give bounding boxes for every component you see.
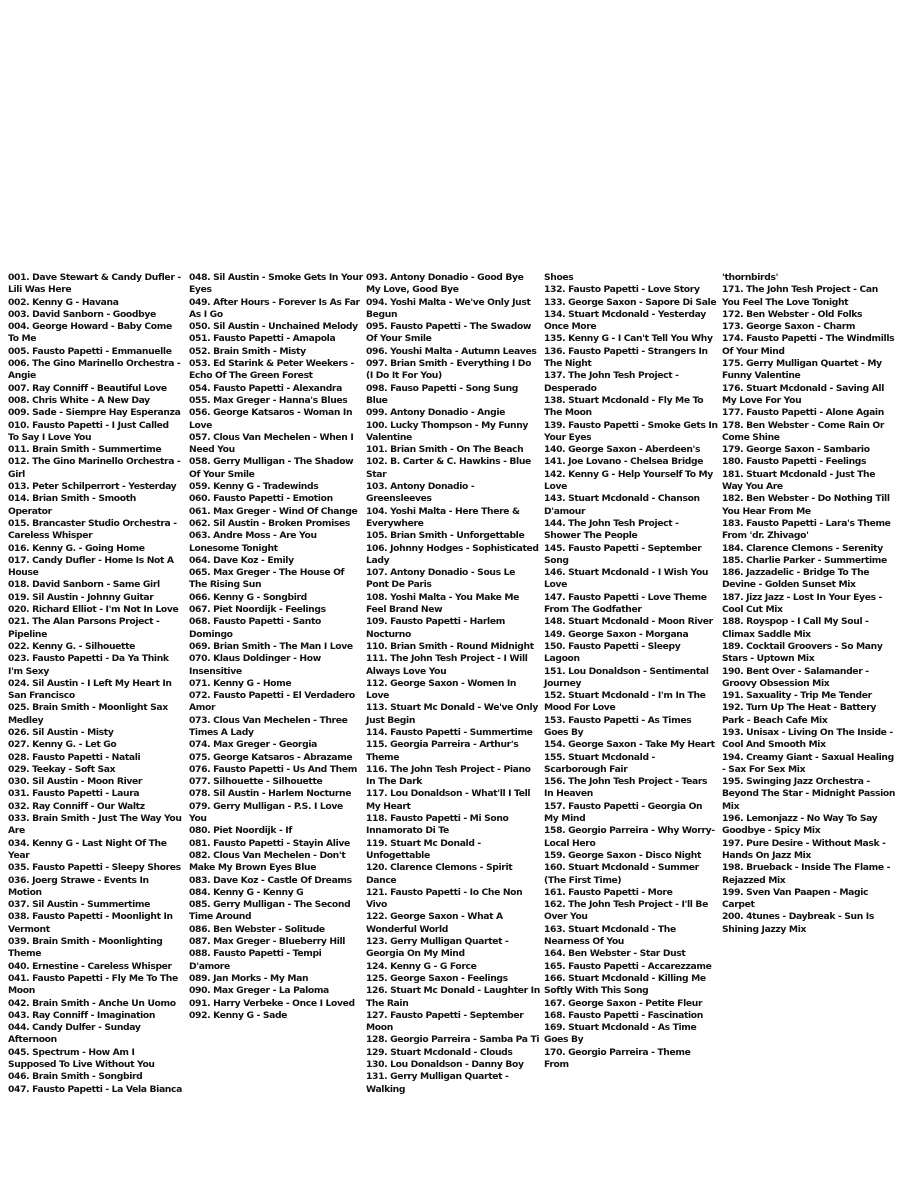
track-entry: 037. Sil Austin - Summertime bbox=[8, 899, 151, 911]
track-entry: 022. Kenny G. - Silhouette bbox=[8, 640, 136, 652]
track-entry: 104. Yoshi Malta - Here There & Everywhere bbox=[366, 505, 520, 529]
track-entry: 100. Lucky Thompson - My Funny Valentine bbox=[366, 419, 529, 443]
track-entry: 190. Bent Over - Salamander - Groovy Obsession Mix bbox=[722, 665, 869, 689]
track-entry: 171. The John Tesh Project - Can You Feel The Love Tonight bbox=[722, 284, 878, 308]
track-entry: 015. Brancaster Studio Orchestra - Careless Whisper bbox=[8, 517, 177, 542]
track-entry: 162. The John Tesh Project - I'll Be Over You bbox=[544, 899, 708, 923]
track-entry: 004. George Howard - Baby Come To Me bbox=[8, 321, 172, 345]
track-entry: 133. George Saxon - Sapore Di Sale bbox=[544, 296, 717, 308]
track-entry: 170. Georgio Parreira - Theme From bbox=[544, 1046, 691, 1070]
track-entry: 103. Antony Donadio - Greensleeves bbox=[366, 481, 475, 505]
track-entry: 130. Lou Donaldson - Danny Boy bbox=[366, 1059, 524, 1070]
track-entry: 073. Clous Van Mechelen - Three Times A Lady bbox=[189, 714, 348, 738]
track-entry: 069. Brian Smith - The Man I Love bbox=[189, 640, 353, 652]
track-entry: 150. Fausto Papetti - Sleepy Lagoon bbox=[544, 640, 681, 665]
track-entry: 115. Georgia Parreira - Arthur's Theme bbox=[366, 739, 519, 763]
track-entry: 096. Youshi Malta - Autumn Leaves bbox=[366, 345, 537, 357]
track-entry: 176. Stuart Mcdonald - Saving All My Love For You bbox=[722, 382, 885, 406]
track-column-4 bbox=[544, 272, 718, 1071]
track-entry: 127. Fausto Papetti - September Moon bbox=[366, 1009, 524, 1034]
track-entry: 091. Harry Verbeke - Once I Loved bbox=[189, 997, 355, 1009]
track-entry: 093. Antony Donadio - Good Bye My Love, Good Bye bbox=[366, 272, 524, 296]
track-entry: 197. Pure Desire - Without Mask - Hands On Jazz Mix bbox=[722, 837, 886, 861]
track-entry: 042. Brain Smith - Anche Un Uomo bbox=[8, 997, 176, 1009]
track-entry: 167. George Saxon - Petite Fleur bbox=[544, 997, 703, 1009]
track-entry: 163. Stuart Mcdonald - The Nearness Of You bbox=[544, 923, 676, 948]
track-entry: 110. Brian Smith - Round Midnight bbox=[366, 640, 534, 652]
track-entry: 160. Stuart Mcdonald - Summer (The First Time) bbox=[544, 862, 699, 886]
track-entry: 164. Ben Webster - Star Dust bbox=[544, 948, 686, 960]
track-entry: 076. Fausto Papetti - Us And Them bbox=[189, 763, 357, 775]
track-entry: 092. Kenny G - Sade bbox=[189, 1009, 288, 1021]
track-entry: 030. Sil Austin - Moon River bbox=[8, 776, 143, 788]
track-entry: 048. Sil Austin - Smoke Gets In Your Eyes bbox=[189, 272, 363, 296]
track-entry: 108. Yoshi Malta - You Make Me Feel Brand New bbox=[366, 591, 520, 616]
track-entry: Shoes bbox=[544, 272, 574, 283]
track-entry: 058. Gerry Mulligan - The Shadow Of Your Smile bbox=[189, 456, 354, 480]
track-entry: 012. The Gino Marinello Orchestra - Girl bbox=[8, 456, 181, 480]
tracklist bbox=[8, 272, 896, 1095]
track-entry: 186. Jazzadelic - Bridge To The Devine - Golden Sunset Mix bbox=[722, 567, 870, 591]
track-entry: 038. Fausto Papetti - Moonlight In Vermont bbox=[8, 911, 173, 935]
track-entry: 053. Ed Starink & Peter Weekers - Echo Of The Green Forest bbox=[189, 358, 355, 382]
track-entry: 139. Fausto Papetti - Smoke Gets In Your Eyes bbox=[544, 419, 718, 443]
track-entry: 035. Fausto Papetti - Sleepy Shores bbox=[8, 862, 181, 874]
track-entry: 144. The John Tesh Project - Shower The People bbox=[544, 517, 679, 542]
track-entry: 196. Lemonjazz - No Way To Say Goodbye - Spicy Mix bbox=[722, 813, 878, 837]
track-entry: 052. Brain Smith - Misty bbox=[189, 345, 306, 357]
track-entry: 152. Stuart Mcdonald - I'm In The Mood For Love bbox=[544, 690, 706, 714]
track-entry: 146. Stuart Mcdonald - I Wish You Love bbox=[544, 567, 709, 591]
track-entry: 003. David Sanborn - Goodbye bbox=[8, 308, 156, 320]
track-entry: 082. Clous Van Mechelen - Don't Make My Brown Eyes Blue bbox=[189, 849, 346, 874]
track-entry: 147. Fausto Papetti - Love Theme From The Godfather bbox=[544, 591, 707, 616]
track-entry: 050. Sil Austin - Unchained Melody bbox=[189, 321, 358, 333]
track-entry: 077. Silhouette - Silhouette bbox=[189, 776, 323, 788]
track-entry: 010. Fausto Papetti - I Just Called To Say I Love You bbox=[8, 419, 169, 443]
track-entry: 172. Ben Webster - Old Folks bbox=[722, 308, 863, 320]
track-entry: 177. Fausto Papetti - Alone Again bbox=[722, 407, 884, 419]
track-entry: 041. Fausto Papetti - Fly Me To The Moon bbox=[8, 972, 178, 997]
track-entry: 194. Creamy Giant - Saxual Healing - Sax For Sex Mix bbox=[722, 751, 894, 775]
track-entry: 085. Gerry Mulligan - The Second Time Around bbox=[189, 899, 351, 923]
track-entry: 181. Stuart Mcdonald - Just The Way You Are bbox=[722, 468, 876, 493]
track-entry: 002. Kenny G - Havana bbox=[8, 296, 119, 308]
track-entry: 008. Chris White - A New Day bbox=[8, 394, 150, 406]
track-entry: 054. Fausto Papetti - Alexandra bbox=[189, 382, 342, 394]
track-entry: 132. Fausto Papetti - Love Story bbox=[544, 284, 700, 296]
track-entry: 187. Jizz Jazz - Lost In Your Eyes - Cool Cut Mix bbox=[722, 591, 883, 616]
track-entry: 134. Stuart Mcdonald - Yesterday Once More bbox=[544, 308, 706, 333]
track-entry: 112. George Saxon - Women In Love bbox=[366, 677, 517, 702]
track-entry: 148. Stuart Mcdonald - Moon River bbox=[544, 616, 713, 628]
track-entry: 020. Richard Elliot - I'm Not In Love bbox=[8, 604, 179, 616]
track-entry: 155. Stuart Mcdonald - Scarborough Fair bbox=[544, 751, 655, 775]
track-entry: 066. Kenny G - Songbird bbox=[189, 591, 307, 603]
track-entry: 046. Brain Smith - Songbird bbox=[8, 1071, 143, 1083]
track-entry: 095. Fausto Papetti - The Swadow Of Your Smile bbox=[366, 321, 532, 345]
track-entry: 180. Fausto Papetti - Feelings bbox=[722, 456, 867, 468]
track-entry: 007. Ray Conniff - Beautiful Love bbox=[8, 382, 167, 394]
track-entry: 061. Max Greger - Wind Of Change bbox=[189, 505, 358, 517]
track-entry: 090. Max Greger - La Paloma bbox=[189, 985, 329, 997]
track-entry: 068. Fausto Papetti - Santo Domingo bbox=[189, 616, 321, 640]
track-entry: 200. 4tunes - Daybreak - Sun Is Shining Jazzy Mix bbox=[722, 911, 874, 935]
track-entry: 017. Candy Dufler - Home Is Not A House bbox=[8, 554, 174, 579]
track-entry: 051. Fausto Papetti - Amapola bbox=[189, 333, 336, 345]
track-entry: 064. Dave Koz - Emily bbox=[189, 554, 294, 566]
track-entry: 116. The John Tesh Project - Piano In The Dark bbox=[366, 763, 531, 788]
track-entry: 114. Fausto Papetti - Summertime bbox=[366, 726, 533, 738]
track-entry: 099. Antony Donadio - Angie bbox=[366, 407, 506, 419]
track-entry: 142. Kenny G - Help Yourself To My Love bbox=[544, 468, 713, 493]
track-column-3 bbox=[366, 272, 540, 1096]
track-entry: 113. Stuart Mc Donald - We've Only Just Begin bbox=[366, 702, 538, 726]
track-entry: 086. Ben Webster - Solitude bbox=[189, 923, 325, 935]
track-entry: 036. Joerg Strawe - Events In Motion bbox=[8, 874, 149, 898]
track-entry: 119. Stuart Mc Donald - Unfogettable bbox=[366, 837, 481, 861]
track-entry: 026. Sil Austin - Misty bbox=[8, 726, 114, 738]
track-entry: 083. Dave Koz - Castle Of Dreams bbox=[189, 874, 352, 886]
track-entry: 062. Sil Austin - Broken Promises bbox=[189, 517, 350, 529]
track-entry: 137. The John Tesh Project - Desperado bbox=[544, 370, 679, 394]
track-entry: 135. Kenny G - I Can't Tell You Why bbox=[544, 333, 713, 345]
track-entry: 019. Sil Austin - Johnny Guitar bbox=[8, 591, 154, 603]
track-entry: 024. Sil Austin - I Left My Heart In San Francisco bbox=[8, 677, 172, 702]
track-entry: 063. Andre Moss - Are You Lonesome Tonight bbox=[189, 530, 317, 554]
track-entry: 149. George Saxon - Morgana bbox=[544, 628, 689, 640]
track-entry: 161. Fausto Papetti - More bbox=[544, 886, 673, 898]
track-entry: 159. George Saxon - Disco Night bbox=[544, 849, 701, 861]
track-entry: 059. Kenny G - Tradewinds bbox=[189, 481, 319, 493]
track-entry: 156. The John Tesh Project - Tears In Heaven bbox=[544, 776, 708, 800]
track-entry: 032. Ray Conniff - Our Waltz bbox=[8, 800, 145, 812]
track-entry: 021. The Alan Parsons Project - Pipeline bbox=[8, 616, 160, 640]
track-entry: 107. Antony Donadio - Sous Le Pont De Paris bbox=[366, 567, 515, 591]
track-entry: 089. Jan Morks - My Man bbox=[189, 972, 309, 984]
track-entry: 088. Fausto Papetti - Tempi D'amore bbox=[189, 948, 322, 972]
track-entry: 189. Cocktail Groovers - So Many Stars - Uptown Mix bbox=[722, 640, 883, 665]
track-entry: 101. Brian Smith - On The Beach bbox=[366, 444, 524, 456]
track-entry: 018. David Sanborn - Same Girl bbox=[8, 579, 160, 591]
track-entry: 014. Brian Smith - Smooth Operator bbox=[8, 493, 136, 517]
track-entry: 158. Georgio Parreira - Why Worry-Local Hero bbox=[544, 825, 715, 849]
track-column-5 bbox=[722, 272, 896, 936]
track-entry: 111. The John Tesh Project - I Will Always Love You bbox=[366, 653, 528, 677]
track-entry: 198. Brueback - Inside The Flame - Rejazzed Mix bbox=[722, 862, 891, 886]
track-entry: 168. Fausto Papetti - Fascination bbox=[544, 1009, 703, 1021]
track-entry: 128. Georgio Parreira - Samba Pa Ti bbox=[366, 1034, 540, 1046]
track-entry: 'thornbirds' bbox=[722, 272, 779, 283]
track-entry: 153. Fausto Papetti - As Times Goes By bbox=[544, 714, 692, 738]
track-entry: 126. Stuart Mc Donald - Laughter In The Rain bbox=[366, 985, 540, 1009]
track-entry: 136. Fausto Papetti - Strangers In The Night bbox=[544, 345, 708, 370]
track-entry: 157. Fausto Papetti - Georgia On My Mind bbox=[544, 800, 703, 825]
track-entry: 174. Fausto Papetti - The Windmills Of Your Mind bbox=[722, 333, 895, 357]
track-entry: 129. Stuart Mcdonald - Clouds bbox=[366, 1046, 513, 1058]
track-entry: 009. Sade - Siempre Hay Esperanza bbox=[8, 407, 181, 419]
track-entry: 079. Gerry Mulligan - P.S. I Love You bbox=[189, 800, 343, 825]
track-column-1 bbox=[8, 272, 182, 1096]
track-entry: 047. Fausto Papetti - La Vela Bianca bbox=[8, 1083, 182, 1095]
track-entry: 141. Joe Lovano - Chelsea Bridge bbox=[544, 456, 704, 468]
track-entry: 178. Ben Webster - Come Rain Or Come Shine bbox=[722, 419, 884, 443]
track-entry: 049. After Hours - Forever Is As Far As I Go bbox=[189, 296, 360, 320]
track-entry: 184. Clarence Clemons - Serenity bbox=[722, 542, 883, 554]
track-entry: 106. Johnny Hodges - Sophisticated Lady bbox=[366, 542, 539, 566]
track-entry: 140. George Saxon - Aberdeen's bbox=[544, 444, 701, 456]
track-entry: 188. Royspop - I Call My Soul - Climax Saddle Mix bbox=[722, 616, 869, 640]
track-column-2 bbox=[189, 272, 363, 1022]
track-entry: 102. B. Carter & C. Hawkins - Blue Star bbox=[366, 456, 531, 480]
track-entry: 165. Fausto Papetti - Accarezzame bbox=[544, 960, 712, 972]
track-entry: 043. Ray Conniff - Imagination bbox=[8, 1009, 156, 1021]
track-entry: 033. Brain Smith - Just The Way You Are bbox=[8, 813, 182, 837]
track-entry: 179. George Saxon - Sambario bbox=[722, 444, 870, 456]
track-entry: 169. Stuart Mcdonald - As Time Goes By bbox=[544, 1022, 697, 1046]
track-entry: 028. Fausto Papetti - Natali bbox=[8, 751, 141, 763]
track-entry: 075. George Katsaros - Abrazame bbox=[189, 751, 353, 763]
track-entry: 056. George Katsaros - Woman In Love bbox=[189, 407, 353, 431]
track-entry: 118. Fausto Papetti - Mi Sono Innamorato Di Te bbox=[366, 813, 509, 837]
track-entry: 039. Brain Smith - Moonlighting Theme bbox=[8, 936, 163, 960]
track-entry: 192. Turn Up The Heat - Battery Park - Beach Cafe Mix bbox=[722, 702, 877, 726]
track-entry: 143. Stuart Mcdonald - Chanson D'amour bbox=[544, 493, 700, 517]
track-entry: 117. Lou Donaldson - What'll I Tell My Heart bbox=[366, 788, 531, 812]
track-entry: 131. Gerry Mulligan Quartet - Walking bbox=[366, 1071, 509, 1095]
track-entry: 044. Candy Dulfer - Sunday Afternoon bbox=[8, 1022, 141, 1046]
track-entry: 080. Piet Noordijk - If bbox=[189, 825, 292, 837]
track-entry: 081. Fausto Papetti - Stayin Alive bbox=[189, 837, 350, 849]
track-entry: 078. Sil Austin - Harlem Nocturne bbox=[189, 788, 352, 800]
track-entry: 199. Sven Van Paapen - Magic Carpet bbox=[722, 886, 869, 911]
track-entry: 060. Fausto Papetti - Emotion bbox=[189, 493, 333, 505]
track-entry: 191. Saxuality - Trip Me Tender bbox=[722, 690, 872, 702]
track-entry: 121. Fausto Papetti - Io Che Non Vivo bbox=[366, 886, 523, 911]
track-entry: 011. Brain Smith - Summertime bbox=[8, 444, 162, 456]
track-entry: 124. Kenny G - G Force bbox=[366, 960, 477, 972]
track-entry: 072. Fausto Papetti - El Verdadero Amor bbox=[189, 690, 355, 714]
track-entry: 016. Kenny G. - Going Home bbox=[8, 542, 145, 554]
track-entry: 109. Fausto Papetti - Harlem Nocturno bbox=[366, 616, 505, 640]
track-entry: 023. Fausto Papetti - Da Ya Think I'm Sexy bbox=[8, 653, 169, 677]
track-entry: 074. Max Greger - Georgia bbox=[189, 739, 317, 751]
track-entry: 067. Piet Noordijk - Feelings bbox=[189, 604, 326, 616]
track-entry: 185. Charlie Parker - Summertime bbox=[722, 554, 887, 566]
track-entry: 045. Spectrum - How Am I Supposed To Live Without You bbox=[8, 1046, 155, 1070]
track-entry: 094. Yoshi Malta - We've Only Just Begun bbox=[366, 296, 531, 320]
track-entry: 183. Fausto Papetti - Lara's Theme From 'dr. Zhivago' bbox=[722, 517, 891, 542]
track-entry: 151. Lou Donaldson - Sentimental Journey bbox=[544, 665, 709, 689]
track-entry: 065. Max Greger - The House Of The Rising Sun bbox=[189, 567, 345, 591]
track-entry: 193. Unisax - Living On The Inside - Cool And Smooth Mix bbox=[722, 726, 893, 751]
track-entry: 027. Kenny G. - Let Go bbox=[8, 739, 117, 751]
track-entry: 001. Dave Stewart & Candy Dufler - Lili Was Here bbox=[8, 272, 181, 296]
track-entry: 182. Ben Webster - Do Nothing Till You Hear From Me bbox=[722, 493, 890, 517]
track-entry: 057. Clous Van Mechelen - When I Need You bbox=[189, 431, 354, 456]
track-entry: 031. Fausto Papetti - Laura bbox=[8, 788, 140, 800]
track-entry: 105. Brian Smith - Unforgettable bbox=[366, 530, 525, 542]
track-entry: 040. Ernestine - Careless Whisper bbox=[8, 960, 172, 972]
track-entry: 070. Klaus Doldinger - How Insensitive bbox=[189, 653, 321, 677]
track-entry: 154. George Saxon - Take My Heart bbox=[544, 739, 715, 751]
track-entry: 175. Gerry Mulligan Quartet - My Funny Valentine bbox=[722, 358, 882, 382]
track-entry: 145. Fausto Papetti - September Song bbox=[544, 542, 702, 566]
track-entry: 029. Teekay - Soft Sax bbox=[8, 763, 116, 775]
track-entry: 084. Kenny G - Kenny G bbox=[189, 886, 304, 898]
track-entry: 125. George Saxon - Feelings bbox=[366, 972, 508, 984]
track-entry: 013. Peter Schilperrort - Yesterday bbox=[8, 481, 177, 493]
track-entry: 005. Fausto Papetti - Emmanuelle bbox=[8, 345, 172, 357]
track-entry: 071. Kenny G - Home bbox=[189, 677, 292, 689]
track-entry: 025. Brain Smith - Moonlight Sax Medley bbox=[8, 702, 168, 726]
track-entry: 034. Kenny G - Last Night Of The Year bbox=[8, 837, 167, 861]
track-entry: 173. George Saxon - Charm bbox=[722, 321, 856, 333]
track-entry: 098. Fauso Papetti - Song Sung Blue bbox=[366, 382, 518, 406]
track-entry: 055. Max Greger - Hanna's Blues bbox=[189, 394, 348, 406]
track-entry: 120. Clarence Clemons - Spirit Dance bbox=[366, 862, 513, 886]
track-entry: 006. The Gino Marinello Orchestra - Angie bbox=[8, 358, 181, 382]
track-entry: 166. Stuart Mcdonald - Killing Me Softly With This Song bbox=[544, 972, 706, 997]
track-entry: 097. Brian Smith - Everything I Do (I Do It For You) bbox=[366, 358, 532, 382]
track-entry: 123. Gerry Mulligan Quartet - Georgia On My Mind bbox=[366, 936, 509, 960]
track-entry: 138. Stuart Mcdonald - Fly Me To The Moon bbox=[544, 394, 704, 419]
track-entry: 122. George Saxon - What A Wonderful World bbox=[366, 911, 503, 935]
track-entry: 087. Max Greger - Blueberry Hill bbox=[189, 936, 346, 948]
track-entry: 195. Swinging Jazz Orchestra - Beyond The Star - Midnight Passion Mix bbox=[722, 776, 896, 812]
